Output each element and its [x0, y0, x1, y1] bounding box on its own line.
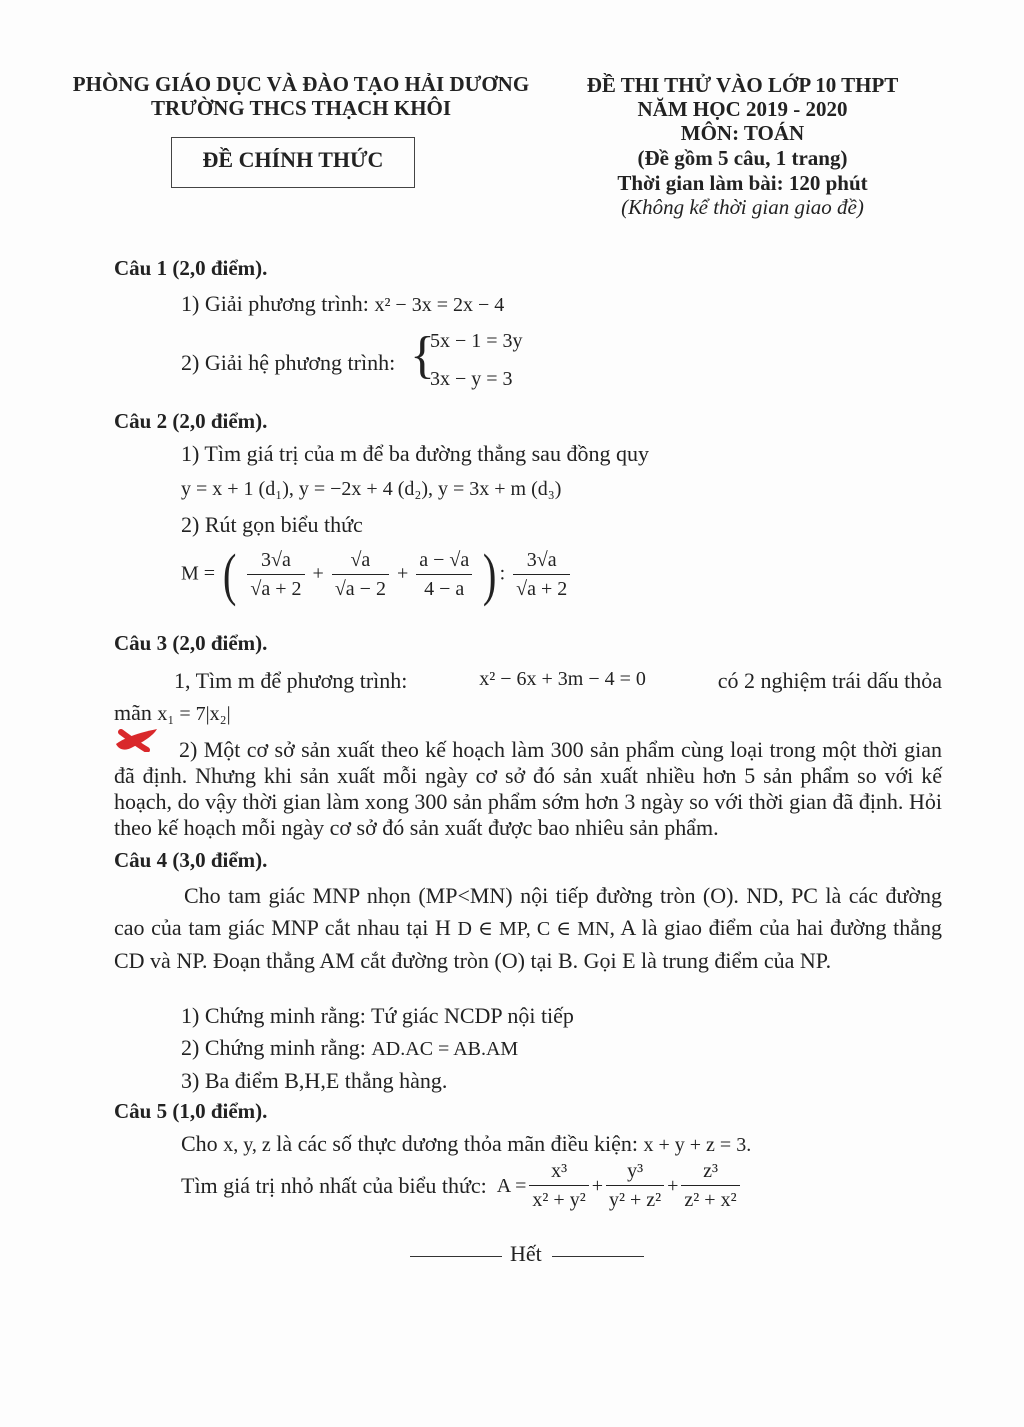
q1-part1-label: 1) Giải phương trình:: [181, 291, 369, 316]
left-paren: (: [222, 542, 237, 607]
time-limit: Thời gian làm bài: 120 phút: [617, 171, 868, 195]
fraction-3: [416, 549, 472, 601]
right-paren: ): [483, 542, 497, 607]
q2-lines: y = x + 1 (d₁), y = −2x + 4 (d₂), y = 3x + m (d₃): [181, 478, 562, 500]
question-1-title: Câu 1 (2,0 điểm).: [114, 256, 268, 280]
department-name: PHÒNG GIÁO DỤC VÀ ĐÀO TẠO HẢI DƯƠNG: [72, 72, 530, 96]
q5-text-a: Cho: [181, 1131, 218, 1156]
fraction-2-num: √a: [332, 549, 389, 575]
q5-label: Tìm giá trị nhỏ nhất của biểu thức:: [181, 1173, 487, 1198]
fraction-4-den: √a + 2: [516, 578, 568, 600]
q3-equation: x² − 6x + 3m − 4 = 0: [479, 668, 646, 690]
fraction-3-num: a − √a: [416, 549, 472, 575]
system-brace: {: [410, 327, 435, 384]
footer-rule-left: [410, 1256, 502, 1257]
fraction-1: [247, 549, 304, 601]
subject: MÔN: TOÁN: [680, 121, 805, 145]
fraction-3-den: 4 − a: [424, 578, 465, 600]
q3-part1-text-a: 1, Tìm m để phương trình:: [174, 668, 408, 693]
q4-intro-text-b: , A là giao điểm của hai đường thẳng CD và NP. Đoạn thẳng AM cắt đường tròn (O) tại B. Gọi E là trung điểm của NP.: [114, 915, 943, 973]
q1-system-eq1: 5x − 1 = 3y: [430, 330, 523, 352]
q1-part2-label: 2) Giải hệ phương trình:: [181, 350, 396, 375]
q5-line1: [181, 1131, 751, 1157]
q3-part1-text-c: mãn: [114, 700, 152, 725]
term-2-num: y³: [606, 1160, 664, 1186]
q3-condition: x₁ = 7|x₂|: [157, 703, 231, 725]
q1-system-eq2: 3x − y = 3: [430, 368, 513, 390]
term-3-den: z² + x²: [684, 1189, 737, 1211]
term-1-den: x² + y²: [532, 1189, 586, 1211]
fraction-4-num: 3√a: [513, 549, 570, 575]
footer-rule-right: [552, 1256, 644, 1257]
question-5-title: Câu 5 (1,0 điểm).: [114, 1099, 268, 1123]
fraction-1-den: √a + 2: [250, 578, 302, 600]
q1-part1-equation: x² − 3x = 2x − 4: [374, 294, 505, 316]
q5-condition: x + y + z = 3.: [643, 1134, 752, 1156]
term-3: [681, 1160, 739, 1212]
term-1: [529, 1160, 588, 1212]
A-lhs: A =: [496, 1174, 527, 1197]
term-2: [606, 1160, 664, 1212]
term-1-num: x³: [529, 1160, 588, 1186]
time-note: (Không kể thời gian giao đề): [621, 195, 864, 219]
q4-part2-equation: AD.AC = AB.AM: [371, 1038, 519, 1060]
q2-part2: 2) Rút gọn biểu thức: [181, 512, 363, 537]
q5-vars: x, y, z: [223, 1134, 271, 1156]
q4-part3: 3) Ba điểm B,H,E thẳng hàng.: [181, 1068, 448, 1093]
q5-text-b: là các số thực dương thỏa mãn điều kiện:: [276, 1131, 638, 1156]
q3-part2: 2) Một cơ sở sản xuất theo kế hoạch làm 300 sản phẩm cùng loại trong một thời gian đã định. Nhưng khi sản xuất mỗi ngày cơ sở đó sản xuất nhiều hơn 5 sản phẩm so với kế hoạch, do vậy thời gian làm xong 300 sản phẩm sớm hơn 3 ngày so với thời gian đã định. Hỏi theo kế hoạch mỗi ngày cơ sở đó sản xuất được bao nhiêu sản phẩm.: [114, 737, 942, 840]
q3-part1-line1: [174, 668, 942, 694]
term-2-den: y² + z²: [608, 1189, 662, 1211]
question-2-title: Câu 2 (2,0 điểm).: [114, 409, 268, 433]
q4-part2-label: 2) Chứng minh rằng:: [181, 1035, 366, 1060]
official-exam-box: [171, 137, 415, 188]
q3-part1-line2: [114, 700, 231, 726]
q4-part2: [181, 1035, 518, 1061]
fraction-4: [513, 549, 570, 601]
exam-title: ĐỀ THI THỬ VÀO LỚP 10 THPT: [586, 73, 899, 97]
school-year: NĂM HỌC 2019 - 2020: [637, 97, 848, 121]
q5-line2: Tìm giá trị nhỏ nhất của biểu thức: A = $\frac{\text{x³}}{\text{x² + y²}}$ + $\frac{\text{y³}}{\text{y² + z²}}$ + $\frac{\text{z³}}{\text{z² + x²}}$: [181, 1160, 743, 1212]
term-3-num: z³: [681, 1160, 739, 1186]
M-lhs: M =: [181, 562, 216, 585]
question-3-title: Câu 3 (2,0 điểm).: [114, 631, 268, 655]
fraction-2: [332, 549, 389, 601]
q4-intro-condition: D ∈ MP, C ∈ MN: [457, 918, 610, 940]
q4-intro-text-a: Cho tam giác MNP nhọn (MP<MN) nội tiếp đường tròn (O). ND, PC là các đường cao của tam giác MNP cắt nhau tại H: [114, 883, 942, 940]
q3-part1-text-b: có 2 nghiệm trái dấu thỏa: [717, 668, 942, 693]
question-4-title: Câu 4 (3,0 điểm).: [114, 848, 268, 872]
q1-part1: [181, 291, 504, 317]
official-exam-label: ĐỀ CHÍNH THỨC: [202, 147, 384, 172]
end-label: Hết: [510, 1241, 542, 1266]
q4-intro: [114, 880, 942, 977]
q4-part1: 1) Chứng minh rằng: Tứ giác NCDP nội tiếp: [181, 1003, 574, 1028]
q2-expression-M: M = ( $\frac{3√a}{√a + 2}$ + $\frac{√a}{√a - 2}$ + $\frac{a - √a}{4 - a}$ ) : $\frac{3√a}{√a + 2}$: [181, 546, 573, 604]
school-name: TRƯỜNG THCS THẠCH KHÔI: [150, 96, 452, 120]
q2-part1: 1) Tìm giá trị của m để ba đường thẳng sau đồng quy: [181, 441, 649, 466]
page-count: (Đề gồm 5 câu, 1 trang): [637, 146, 848, 170]
fraction-1-num: 3√a: [247, 549, 304, 575]
fraction-2-den: √a − 2: [334, 578, 386, 600]
